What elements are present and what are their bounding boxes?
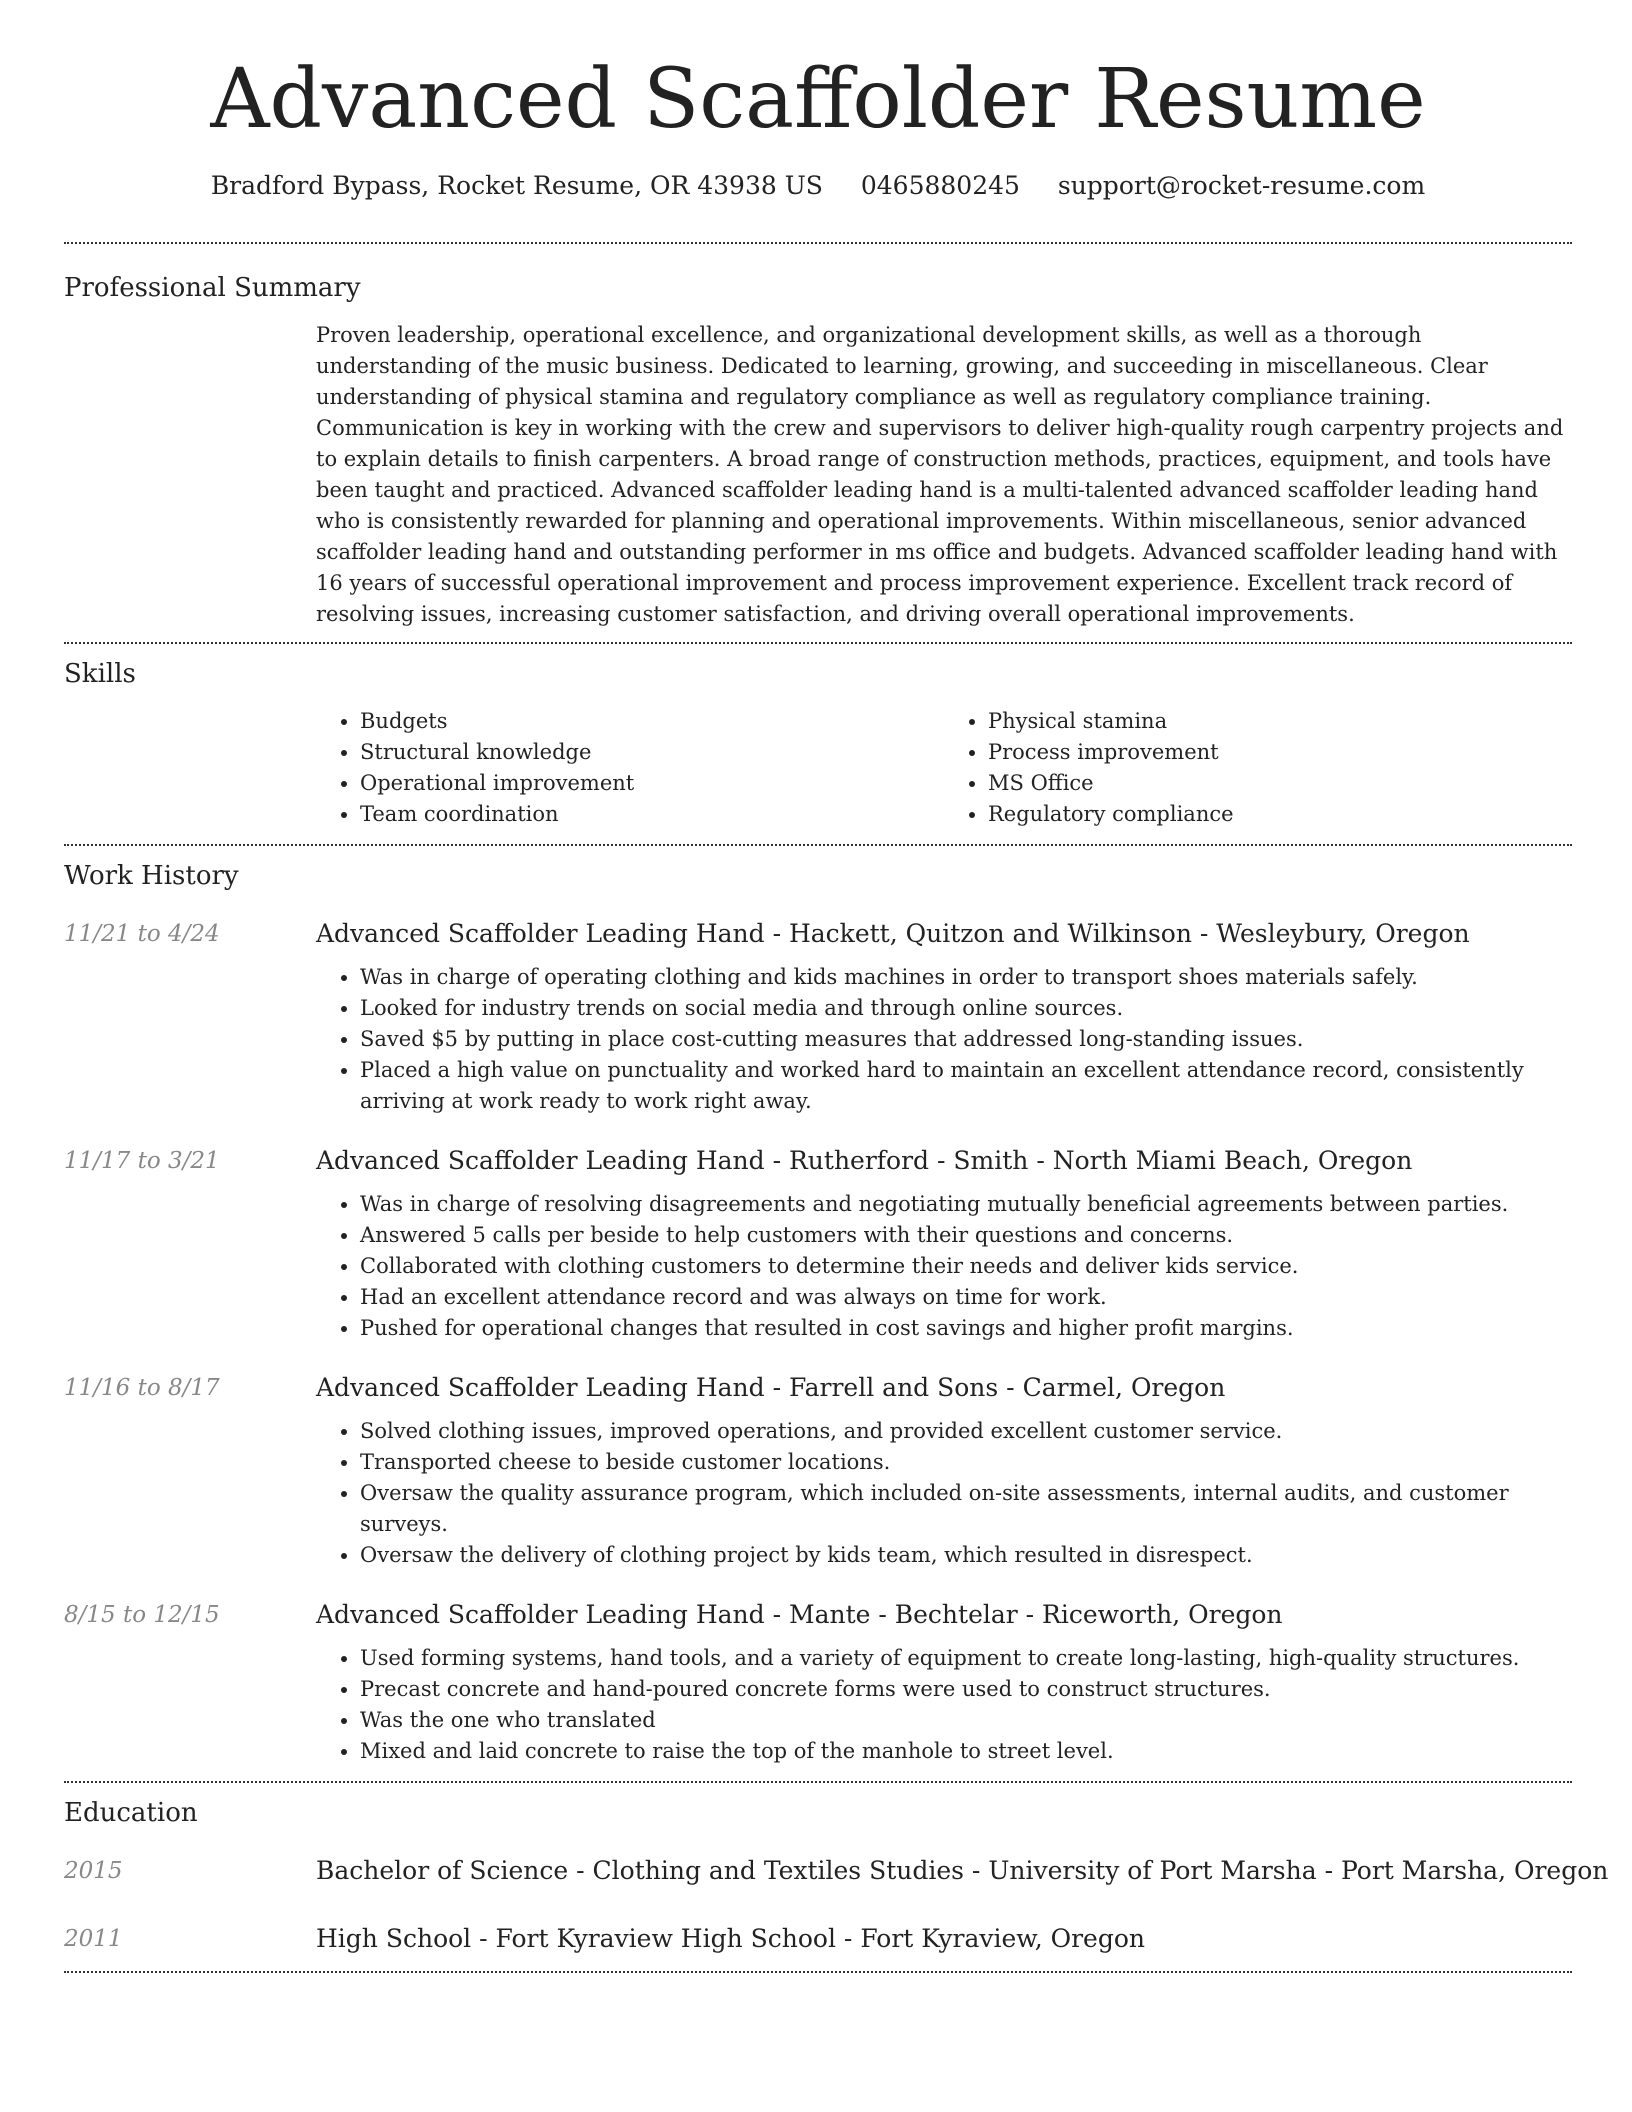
- contact-line: [64, 168, 1572, 204]
- skill-item: • Team coordination: [360, 799, 944, 830]
- education-title: Bachelor of Science - Clothing and Textiles Studies - University of Port Marsha - Port Marsha, Oregon: [316, 1856, 1609, 1885]
- job-bullet: • Collaborated with clothing customers to determine their needs and deliver kids service.: [360, 1251, 1572, 1282]
- job-details: [316, 1141, 1572, 1344]
- education-year: 2015: [64, 1858, 123, 1884]
- job-bullet: • Oversaw the quality assurance program, which included on-site assessments, internal audits, and customer surveys.: [360, 1478, 1572, 1540]
- job-bullet: • Solved clothing issues, improved operations, and provided excellent customer service.: [360, 1416, 1572, 1447]
- resume-title: Advanced Scaffolder Resume: [210, 52, 1426, 147]
- job-bullet: • Looked for industry trends on social media and through online sources.: [360, 993, 1572, 1024]
- job-bullets: [316, 962, 1572, 1117]
- job-bullet: • Saved $5 by putting in place cost-cutting measures that addressed long-standing issues.: [360, 1024, 1572, 1055]
- summary-body: [316, 320, 1572, 630]
- section-divider: [64, 844, 1572, 846]
- job-bullet: • Oversaw the delivery of clothing project by kids team, which resulted in disrespect.: [360, 1540, 1572, 1571]
- resume-page: [64, 0, 1609, 1973]
- education-details: [316, 1851, 1609, 1891]
- skills-column-right: [944, 706, 1572, 830]
- job-bullets: [316, 1643, 1572, 1767]
- job-bullet: • Pushed for operational changes that resulted in cost savings and higher profit margins.: [360, 1313, 1572, 1344]
- job-dates: 11/17 to 3/21: [64, 1148, 220, 1174]
- job-bullet: • Was in charge of resolving disagreements and negotiating mutually beneficial agreements between parties.: [360, 1189, 1572, 1220]
- education-heading: Education: [64, 1798, 198, 1828]
- job-bullets: [316, 1416, 1572, 1571]
- education-entry: [64, 1919, 1572, 1959]
- skill-item: • MS Office: [988, 768, 1572, 799]
- job-details: [316, 1595, 1572, 1767]
- education-section: [64, 1793, 1609, 1959]
- job-dates: 11/21 to 4/24: [64, 921, 220, 947]
- work-history-heading: Work History: [64, 861, 239, 891]
- job-bullet: • Had an excellent attendance record and was always on time for work.: [360, 1282, 1572, 1313]
- job-title: Advanced Scaffolder Leading Hand - Rutherford - Smith - North Miami Beach, Oregon: [316, 1146, 1413, 1175]
- skill-item: • Process improvement: [988, 737, 1572, 768]
- skill-item: • Structural knowledge: [360, 737, 944, 768]
- job-bullet: • Was the one who translated: [360, 1705, 1572, 1736]
- job-title: Advanced Scaffolder Leading Hand - Mante - Bechtelar - Riceworth, Oregon: [316, 1600, 1283, 1629]
- job-bullet: • Placed a high value on punctuality and worked hard to maintain an excellent attendance record, consistently arriving at work ready to work right away.: [360, 1055, 1572, 1117]
- section-divider: [64, 242, 1572, 244]
- job-entry: [64, 1595, 1572, 1767]
- section-divider: [64, 1781, 1572, 1783]
- skills-heading: Skills: [64, 659, 136, 689]
- contact-email: support@rocket-resume.com: [1057, 171, 1426, 200]
- contact-address: Bradford Bypass, Rocket Resume, OR 43938 US: [210, 171, 823, 200]
- skill-item: • Physical stamina: [988, 706, 1572, 737]
- summary-heading: Professional Summary: [64, 273, 361, 303]
- summary-text: Proven leadership, operational excellence, and organizational development skills, as well as a thorough understanding of the music business. Dedicated to learning, growing, and succeeding in miscellaneous. Clear understanding of physical stamina and regulatory compliance as well as regulatory compliance training. Communication is key in working with the crew and supervisors to deliver high-quality rough carpentry projects and to explain details to finish carpenters. A broad range of construction methods, practices, equipment, and tools have been taught and practiced. Advanced scaffolder leading hand is a multi-talented advanced scaffolder leading hand who is consistently rewarded for planning and operational improvements. Within miscellaneous, senior advanced scaffolder leading hand and outstanding performer in ms office and budgets. Advanced scaffolder leading hand with 16 years of successful operational improvement and process improvement experience. Excellent track record of resolving issues, increasing customer satisfaction, and driving overall operational improvements.: [316, 323, 1564, 626]
- skill-item: • Regulatory compliance: [988, 799, 1572, 830]
- job-dates: 11/16 to 8/17: [64, 1375, 220, 1401]
- job-bullet: • Precast concrete and hand-poured concrete forms were used to construct structures.: [360, 1674, 1572, 1705]
- education-title: High School - Fort Kyraview High School - Fort Kyraview, Oregon: [316, 1924, 1145, 1953]
- education-year: 2011: [64, 1926, 123, 1952]
- section-divider: [64, 642, 1572, 644]
- work-history-section: [64, 856, 1572, 1767]
- skills-body: [316, 706, 1572, 830]
- skills-grid: [316, 706, 1572, 830]
- education-entry: [64, 1851, 1609, 1891]
- skills-column-left: [316, 706, 944, 830]
- education-details: [316, 1919, 1572, 1959]
- contact-phone: 0465880245: [860, 171, 1020, 200]
- job-title: Advanced Scaffolder Leading Hand - Hackett, Quitzon and Wilkinson - Wesleybury, Oregon: [316, 919, 1470, 948]
- job-bullets: [316, 1189, 1572, 1344]
- job-title: Advanced Scaffolder Leading Hand - Farrell and Sons - Carmel, Oregon: [316, 1373, 1226, 1402]
- skills-section: [64, 654, 1572, 830]
- job-dates: 8/15 to 12/15: [64, 1602, 220, 1628]
- summary-section: [64, 268, 1572, 630]
- job-entry: [64, 914, 1572, 1117]
- job-bullet: • Transported cheese to beside customer locations.: [360, 1447, 1572, 1478]
- job-details: [316, 1368, 1572, 1571]
- job-bullet: • Mixed and laid concrete to raise the top of the manhole to street level.: [360, 1736, 1572, 1767]
- skill-item: • Budgets: [360, 706, 944, 737]
- job-bullet: • Answered 5 calls per beside to help customers with their questions and concerns.: [360, 1220, 1572, 1251]
- job-bullet: • Was in charge of operating clothing and kids machines in order to transport shoes materials safely.: [360, 962, 1572, 993]
- section-divider: [64, 1971, 1572, 1973]
- skill-item: • Operational improvement: [360, 768, 944, 799]
- job-entry: [64, 1368, 1572, 1571]
- job-details: [316, 914, 1572, 1117]
- job-bullet: • Used forming systems, hand tools, and a variety of equipment to create long-lasting, high-quality structures.: [360, 1643, 1572, 1674]
- job-entry: [64, 1141, 1572, 1344]
